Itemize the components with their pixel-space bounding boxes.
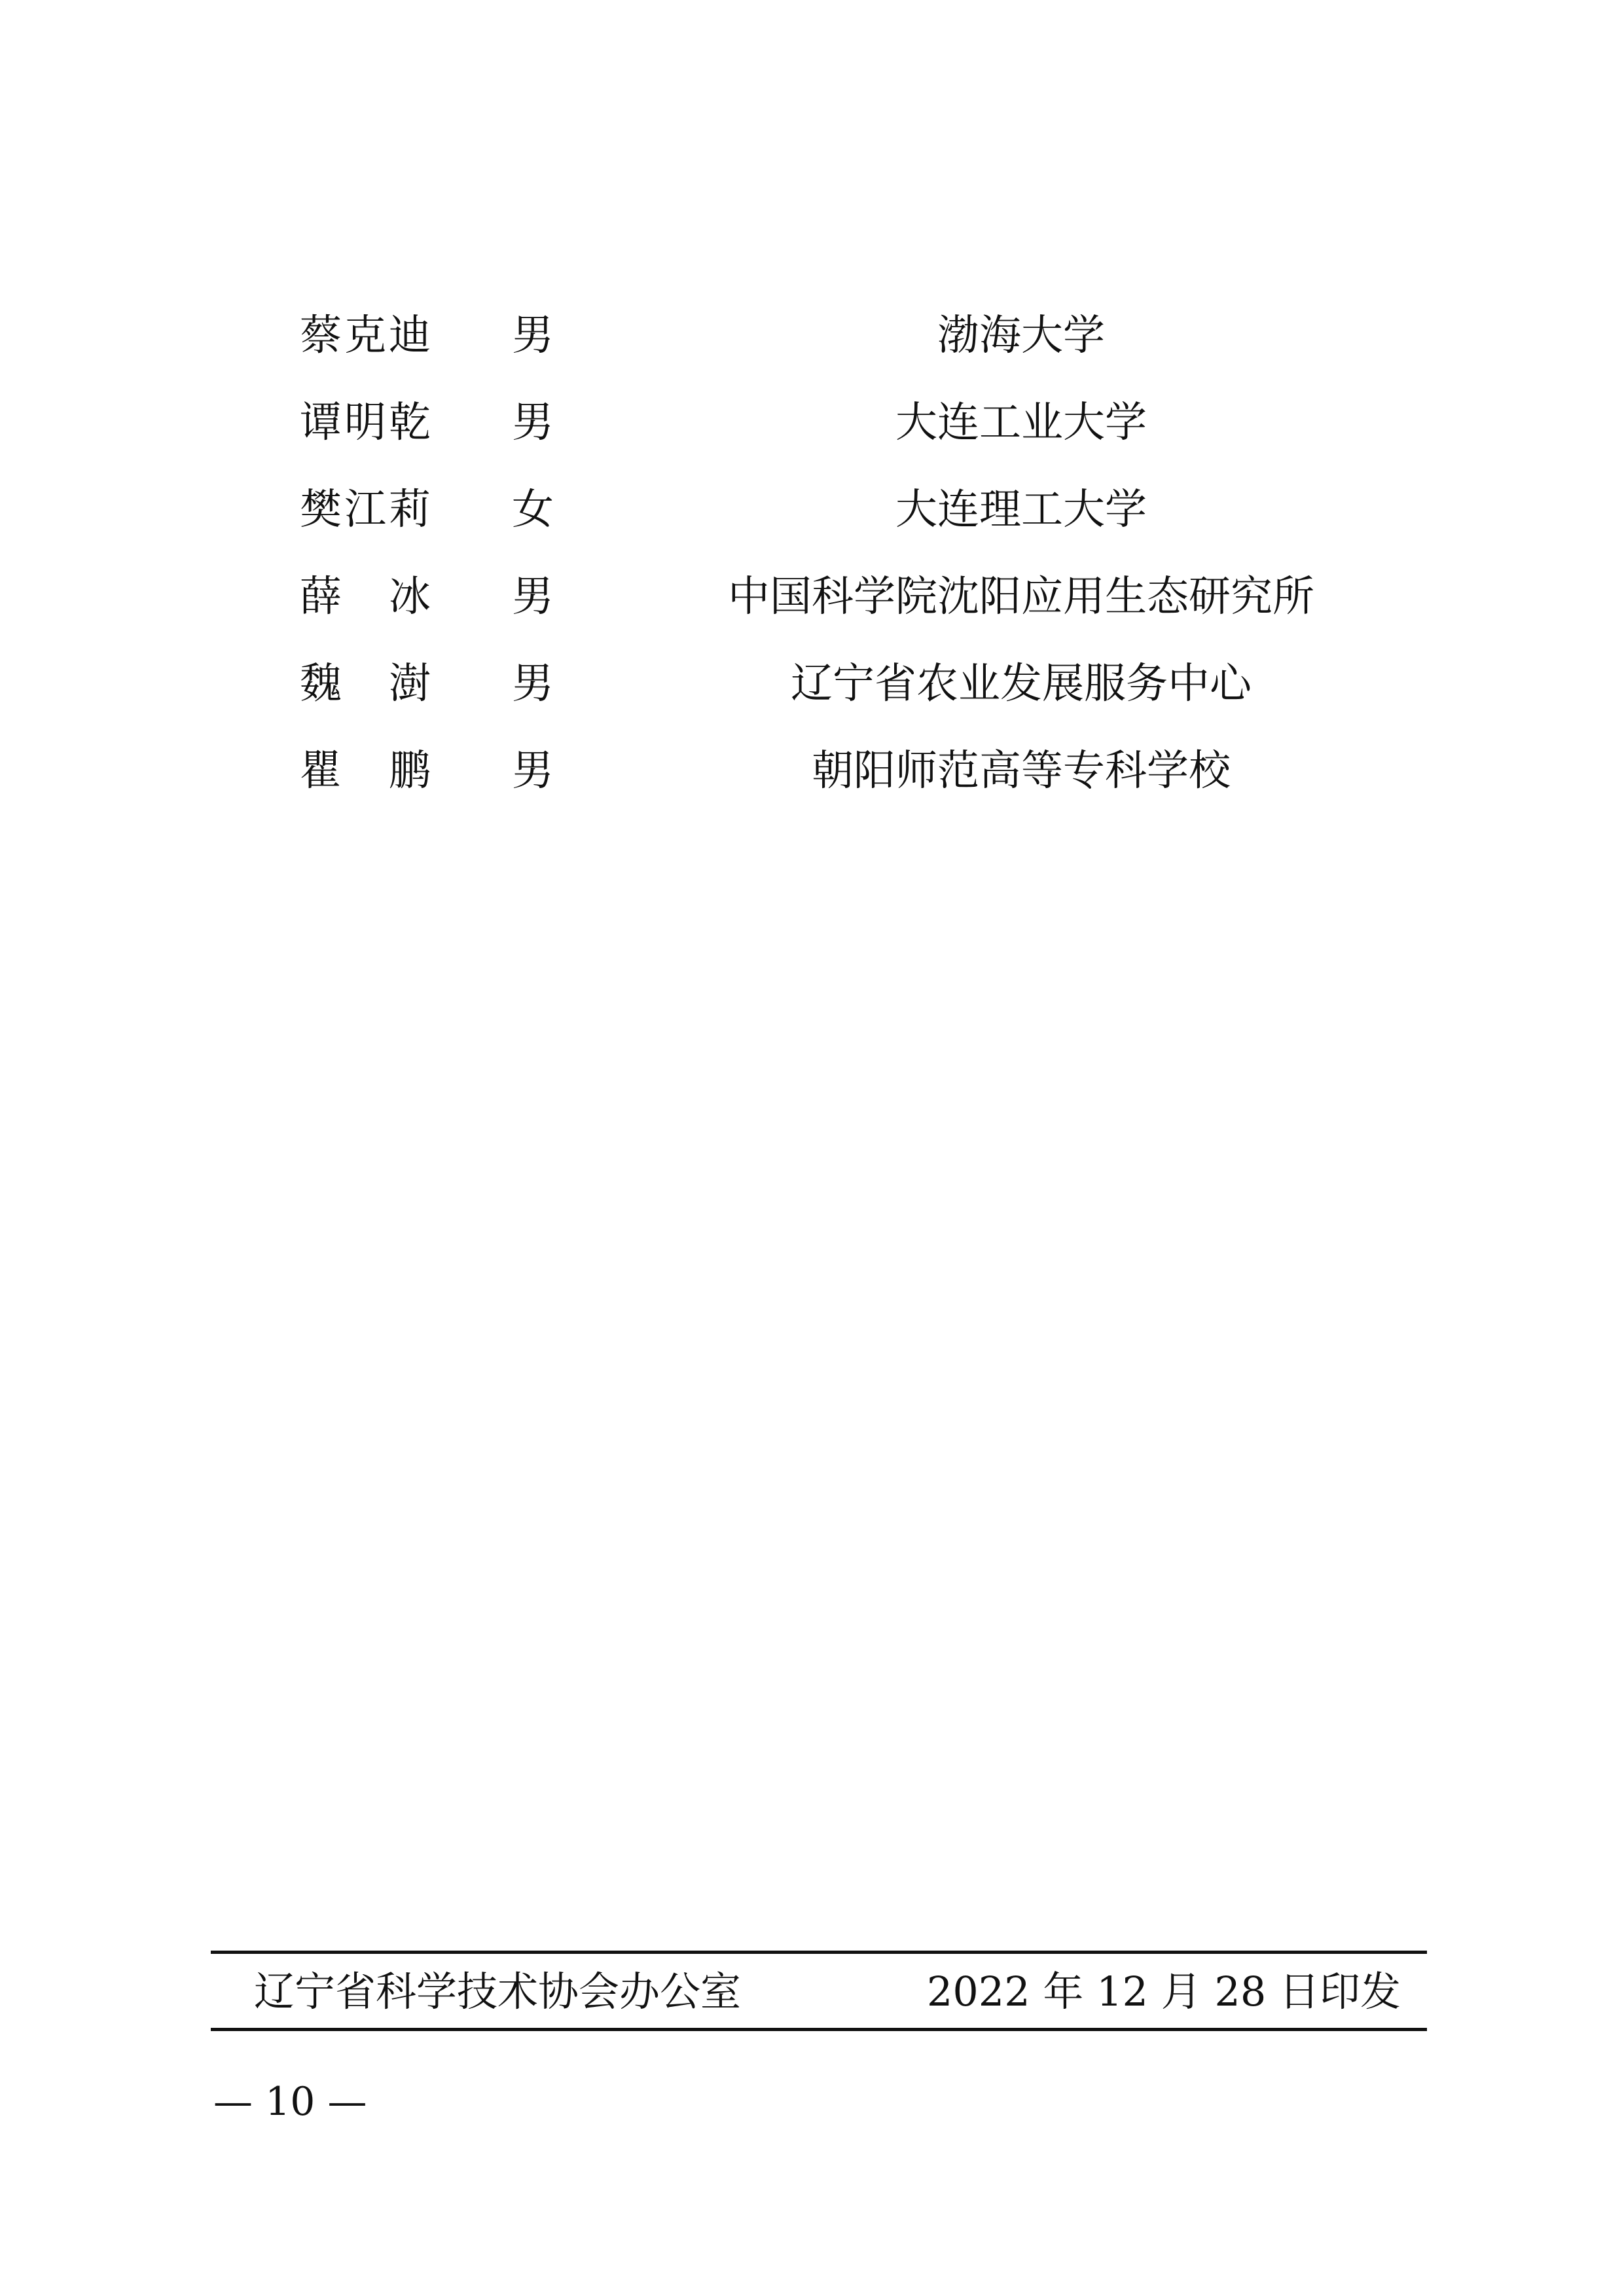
- member-name: 蔡克迪: [300, 312, 431, 360]
- imprint-date: 2022 年 12 月 28 日印发: [926, 1968, 1401, 2015]
- member-gender: 女: [512, 486, 554, 534]
- page-number: — 10 —: [213, 2079, 367, 2125]
- imprint-top-rule: [211, 1951, 1427, 1954]
- roster-row: [0, 564, 1624, 630]
- roster-row: [0, 303, 1624, 369]
- member-organization: 大连工业大学: [895, 399, 1147, 447]
- member-name: 薛冰: [300, 573, 431, 621]
- member-organization: 辽宁省农业发展服务中心: [791, 660, 1252, 708]
- imprint-bottom-rule: [211, 2028, 1427, 2031]
- member-name: 谭明乾: [300, 399, 431, 447]
- member-organization: 渤海大学: [937, 312, 1105, 360]
- member-organization: 中国科学院沈阳应用生态研究所: [728, 573, 1314, 621]
- member-gender: 男: [512, 747, 554, 795]
- member-gender: 男: [512, 660, 554, 708]
- member-name: 樊江莉: [300, 486, 431, 534]
- imprint-issuer: 辽宁省科学技术协会办公室: [254, 1968, 742, 2015]
- roster-row: [0, 477, 1624, 543]
- member-name: 魏澍: [300, 660, 431, 708]
- roster-row: [0, 651, 1624, 717]
- member-name: 瞿鹏: [300, 747, 431, 795]
- member-gender: 男: [512, 312, 554, 360]
- member-gender: 男: [512, 399, 554, 447]
- member-gender: 男: [512, 573, 554, 621]
- roster-row: [0, 390, 1624, 456]
- member-organization: 大连理工大学: [895, 486, 1147, 534]
- member-organization: 朝阳师范高等专科学校: [812, 747, 1231, 795]
- roster-row: [0, 738, 1624, 804]
